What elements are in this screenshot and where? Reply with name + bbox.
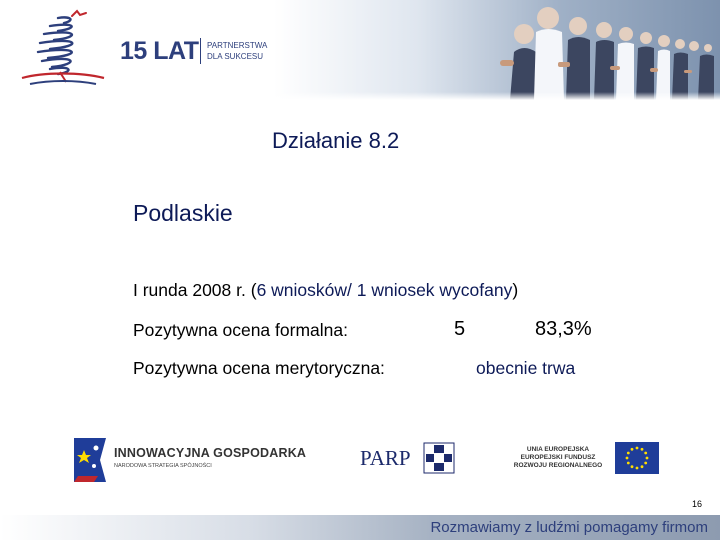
merit-evaluation-status: obecnie trwa: [476, 358, 576, 378]
round-suffix: ): [512, 280, 519, 300]
slide-title: Działanie 8.2: [272, 128, 400, 153]
header-band: [0, 0, 720, 100]
eu-fund-logo: [502, 436, 662, 480]
merit-evaluation-label: Pozytywna ocena merytoryczna:: [133, 358, 385, 378]
innowacyjna-gospodarka-logo: [70, 434, 310, 486]
anniversary-divider: [200, 38, 201, 64]
eu-flag-icon: [615, 442, 659, 474]
business-people-photo: [440, 0, 720, 100]
header-fade: [0, 92, 720, 100]
parp-wordmark: PARP: [360, 446, 411, 470]
swirl-tree-logo: [14, 6, 110, 88]
round-applications: 6 wniosków/ 1 wniosek wycofany: [256, 280, 513, 300]
round-prefix: I runda 2008 r. (: [133, 280, 257, 300]
eu-line1: UNIA EUROPEJSKA: [526, 446, 590, 453]
region-heading: Podlaskie: [133, 200, 233, 226]
formal-evaluation-label: Pozytywna ocena formalna:: [133, 320, 348, 340]
ig-title: INNOWACYJNA GOSPODARKA: [114, 446, 307, 460]
formal-evaluation-count: 5: [454, 318, 466, 340]
page-number: 16: [692, 499, 703, 509]
round-info: [133, 280, 518, 301]
eu-line2: EUROPEJSKI FUNDUSZ: [520, 454, 596, 461]
footer-slogan: Rozmawiamy z ludźmi pomagamy firmom: [430, 519, 708, 536]
parp-mark-icon: [422, 441, 456, 475]
parp-logo: [360, 438, 460, 478]
ig-subtitle: NARODOWA STRATEGIA SPÓJNOŚCI: [114, 463, 212, 469]
star-flag-icon: [70, 436, 110, 484]
eu-fund-text: [506, 446, 610, 470]
eu-line3: ROZWOJU REGIONALNEGO: [513, 462, 603, 469]
anniversary-tagline-line1: PARTNERSTWA: [207, 41, 268, 50]
footer-band: [0, 515, 720, 540]
anniversary-tagline-line2: DLA SUKCESU: [207, 52, 264, 61]
anniversary-label: 15 LAT: [120, 37, 199, 65]
formal-evaluation-percent: 83,3%: [535, 318, 592, 340]
anniversary-tagline: [207, 40, 267, 62]
